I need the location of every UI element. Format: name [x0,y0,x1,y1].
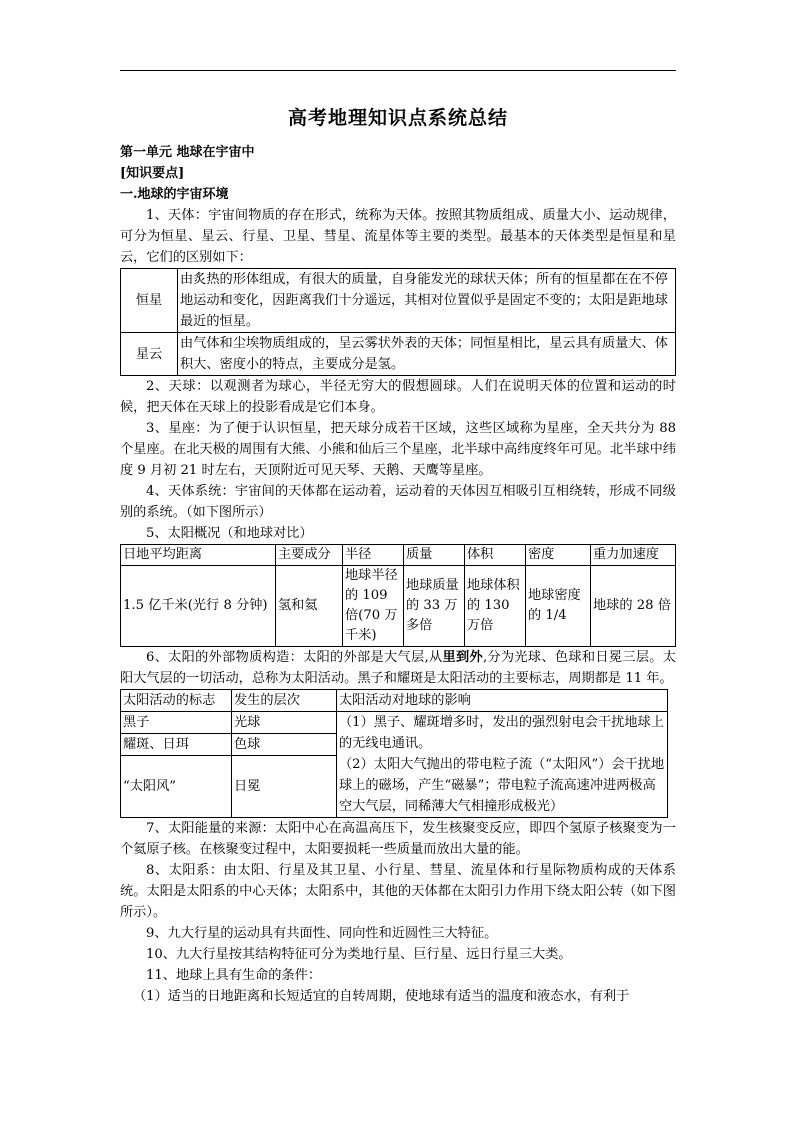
table-header-cell: 日地平均距离 [121,545,276,566]
table-header-cell: 主要成分 [276,545,343,566]
star-nebula-table [120,268,676,376]
paragraph-5: 5、太阳概况（和地球对比） [146,526,313,541]
paragraph-2: 2、天球：以观测者为球心，半径无穷大的假想圆球。人们在说明天体的位置和运动的时候，把天体在天球上的投影看成是它们本身。 [120,379,676,415]
table-header-cell: 太阳活动的标志 [121,690,232,712]
table-header-cell: 体积 [465,545,526,566]
paragraph-6-text-a: 6、太阳的外部物质构造：太阳的外部是大气层,从 [146,650,443,665]
table-cell: 黑子 [121,712,232,734]
table-cell: 由气体和尘埃物质组成的，呈云雾状外表的天体；同恒星相比，星云具有质量大、体积大、密度小的特点，主要成分是氢。 [178,333,676,376]
table-cell: 由炙热的形体组成，有很大的质量，自身能发光的球状天体；所有的恒星都在在不停地运动和变化，因距离我们十分遥远，其相对位置似乎是固定不变的；太阳是距地球最近的恒星。 [178,269,676,333]
table-cell: “太阳风” [121,756,232,818]
paragraph-6 [120,647,676,689]
table-row [121,269,676,333]
header-rule [120,70,676,71]
table-cell: 1.5 亿千米(光行 8 分钟) [121,566,276,647]
table-header-cell: 发生的层次 [232,690,337,712]
paragraph-9: 9、九大行星的运动具有共面性、同向性和近圆性三大特征。 [146,926,498,941]
table-cell: 耀斑、日珥 [121,734,232,756]
paragraph-7: 7、太阳能量的来源：太阳中心在高温高压下，发生核聚变反应，即四个氢原子核聚变为一个氦原子核。在核聚变过程中，太阳要损耗一些质量而放出大量的能。 [120,821,676,857]
paragraph-12: （1）适当的日地距离和长短适宜的自转周期，使地球有适当的温度和液态水，有利于 [133,989,630,1004]
effect-item: （1）黑子、耀斑增多时，发出的强烈射电会干扰地球上的无线电通讯。 [339,715,664,751]
paragraph-3: 3、星座：为了便于认识恒星，把天球分成若干区域，这些区域称为星座，全天共分为 88 个星座。在北天极的周围有大熊、小熊和仙后三个星座，北半球中高纬度终年可见。北半球中纬度 9 月初 21 时左右，天顶附近可见天琴、天鹅、天鹰等星座。 [120,421,676,478]
table-cell: 色球 [232,734,337,756]
table-cell: 地球半径的 109 倍(70 万千米) [343,566,404,647]
table-cell-effects [337,712,668,818]
document-body [120,100,676,1007]
table-header-row [121,690,668,712]
paragraph-8: 8、太阳系：由太阳、行星及其卫星、小行星、彗星、流星体和行星际物质构成的天体系统。太阳是太阳系的中心天体；太阳系中，其他的天体都在太阳引力作用下绕太阳公转（如下图所示）。 [120,863,676,920]
paragraph-6-bold-text: 里到外 [442,650,483,665]
paragraph-1: 1、天体：宇宙间物质的存在形式，统称为天体。按照其物质组成、质量大小、运动规律，可分为恒星、星云、行星、卫星、彗星、流星体等主要的类型。最基本的天体类型是恒星和星云，它们的区别如下： [120,208,676,265]
table-cell: 地球质量的 33 万多倍 [404,566,465,647]
section-tag: [知识要点] [120,166,185,181]
table-cell: 地球的 28 倍 [591,566,676,647]
table-cell: 星云 [121,333,178,376]
subsection-heading: 一.地球的宇宙环境 [120,187,229,202]
solar-activity-table [120,689,668,818]
table-cell: 地球体积的 130 万倍 [465,566,526,647]
table-cell: 地球密度的 1/4 [526,566,591,647]
table-header-cell: 密度 [526,545,591,566]
sun-overview-table [120,544,676,647]
table-cell: 日冕 [232,756,337,818]
unit-heading: 第一单元 地球在宇宙中 [120,145,255,160]
table-header-cell: 重力加速度 [591,545,676,566]
table-row [121,333,676,376]
table-header-cell: 半径 [343,545,404,566]
table-cell: 氢和氦 [276,566,343,647]
paragraph-4: 4、天体系统：宇宙间的天体都在运动着，运动着的天体因互相吸引互相绕转，形成不同级别的系统。（如下图所示） [120,484,676,520]
table-cell: 光球 [232,712,337,734]
table-header-cell: 质量 [404,545,465,566]
paragraph-10: 10、九大行星按其结构特征可分为类地行星、巨行星、远日行星三大类。 [146,947,572,962]
table-cell: 恒星 [121,269,178,333]
paragraph-6-text-b: ,分为光球、色球和日冕三层。太阳大气层的一切活动，总称为太阳活动。黑子和耀斑是太阳活动的主要标志，周期都是 11 年。 [120,650,676,686]
table-row [121,566,676,647]
effect-item: （2）太阳大气抛出的带电粒子流（“太阳风”）会干扰地球上的磁场，产生“磁暴”；带电粒子流高速冲进两极高空大气层，同稀薄大气相撞形成极光） [339,757,665,814]
table-header-cell: 太阳活动对地球的影响 [337,690,668,712]
page-title: 高考地理知识点系统总结 [287,107,508,129]
table-header-row [121,545,676,566]
table-row [121,712,668,734]
paragraph-11: 11、地球上具有生命的条件： [146,968,322,983]
